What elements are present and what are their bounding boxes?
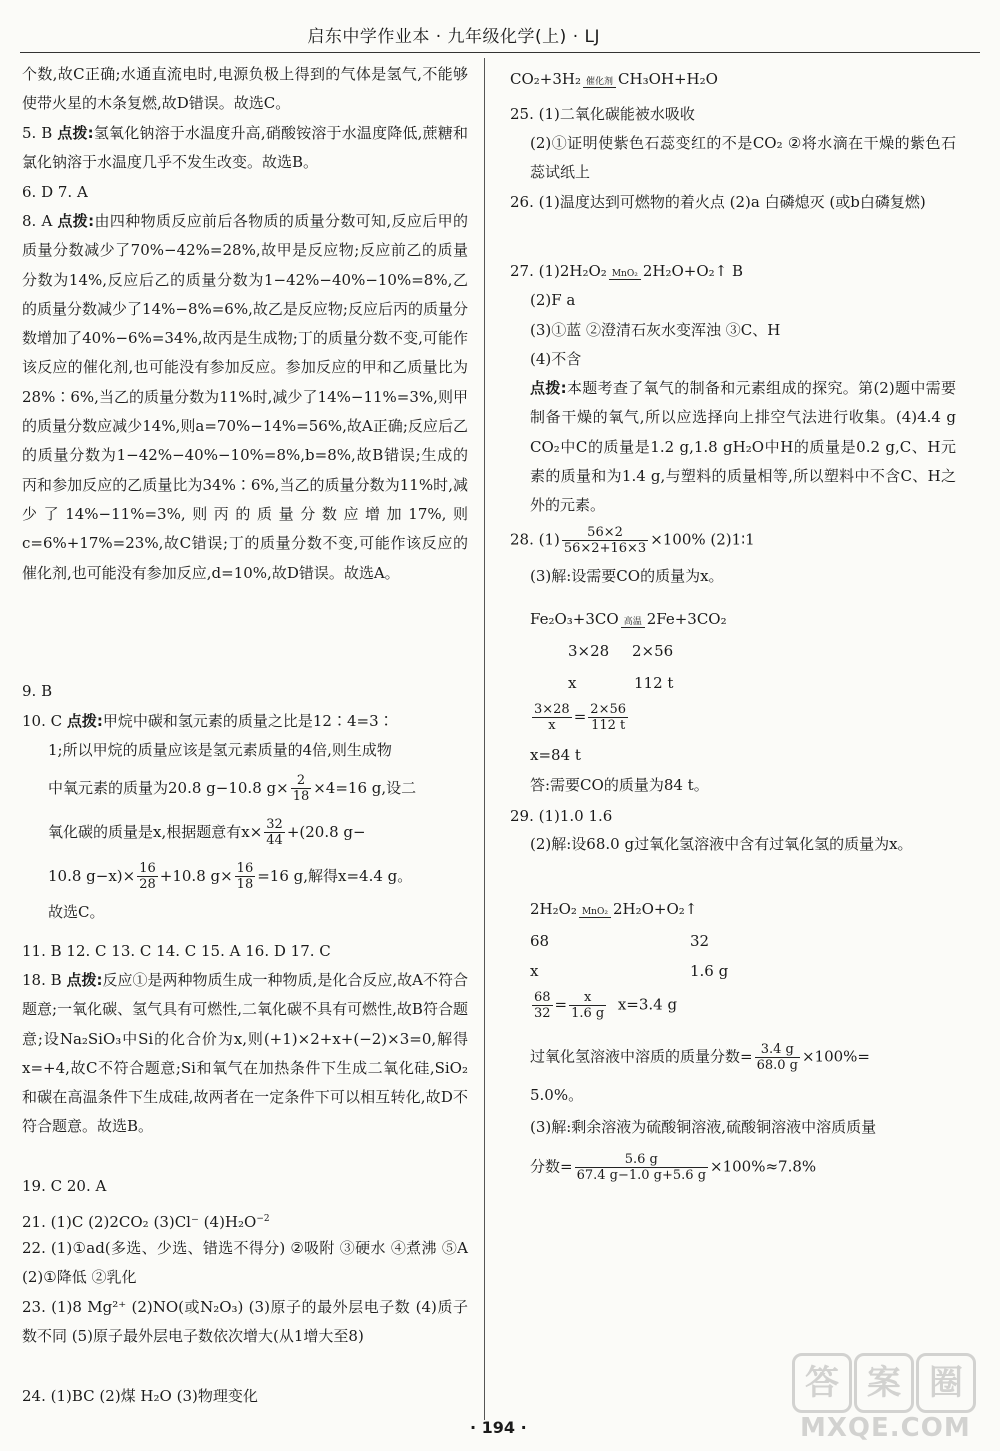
mass-value: x [568,674,577,692]
tip-label: 点拨: [57,124,94,142]
answer-10-text: ×4=16 g,设二 [313,778,417,797]
condition-text: MnO₂ [579,907,611,918]
answer-10-text: +10.8 g× [159,866,233,885]
fraction-denominator: 67.4 g−1.0 g+5.6 g [576,1168,707,1183]
fraction-denominator: 28 [139,877,156,893]
answer-18 [22,966,468,1142]
answer-28-3: (3)解:设需要CO的质量为x。 [530,567,724,585]
answer-28-conclusion: 答:需要CO的质量为84 t。 [530,776,709,794]
equation-24 [510,68,718,90]
fraction-numerator: 3×28 [534,702,570,717]
fraction [562,525,648,556]
answer-29-x: x=3.4 g [617,995,678,1014]
fraction-numerator: 16 [139,861,156,877]
question-number: 10. C [22,712,63,730]
watermark-logo [792,1353,982,1443]
answer-21 [22,1205,468,1237]
reaction-condition [579,907,611,918]
watermark-char: 案 [854,1353,914,1413]
equation-reactants: CO₂+3H₂ [510,70,581,88]
fraction-denominator: 56×2+16×3 [563,541,647,556]
answer-22: 22. (1)①ad(多选、少选、错选不得分) ②吸附 ③硬水 ④煮沸 ⑤A (2)①降低 ②乳化 [22,1239,468,1287]
answer-10-text: 1;所以甲烷的质量应该是氢元素质量的4倍,则生成物 [48,741,392,760]
header-title: 启东中学作业本 · 九年级化学(上) · LJ [307,27,600,47]
answer-29-text: ×100%= [801,1047,871,1066]
fraction-denominator: 18 [236,877,254,893]
fraction-denominator: 1.6 g [571,1006,605,1021]
reaction-condition [609,269,641,280]
answer-27-3: (3)①蓝 ②澄清石灰水变浑浊 ③C、H [530,321,781,339]
answer-28-equation [530,608,727,630]
answer-6-7: 6. D 7. A [22,183,88,201]
condition-text: MnO₂ [609,269,641,280]
fraction [235,861,256,892]
reaction-condition [583,77,616,88]
answer-27-2: (2)F a [530,291,576,309]
page-header [20,0,980,53]
tip-label: 点拨: [57,212,95,230]
fraction-numerator: 2 [291,773,312,789]
fraction [588,702,628,733]
fraction-numerator: 16 [236,861,254,877]
fraction-denominator: 44 [266,833,283,849]
answer-27-tip-body: 本题考查了氧气的制备和元素组成的探究。第(2)题中需要制备干燥的氧气,所以应选择向上排空气法进行收集。(4)4.4 g CO₂中C的质量是1.2 g,1.8 gH₂O中H的质量是0.2 g,C、H元素的质量和为1.4 g,与塑料的质量相等,所以塑料中不含C、H之外的元素。 [530,379,956,515]
answer-29-3: (3)解:剩余溶液为硫酸铜溶液,硫酸铜溶液中溶质质量 [530,1118,877,1136]
answer-10-line-5 [22,854,468,898]
mass-ratio: 32 [690,932,710,950]
answer-23: 23. (1)8 Mg²⁺ (2)NO(或N₂O₃) (3)原子的最外层电子数 (4)质子数不同 (5)原子最外层电子数依次增大(从1增大至8) [22,1298,468,1346]
answer-9: 9. B [22,682,53,700]
answer-29-text: 分数= [530,1157,573,1176]
question-number: 5. B [22,124,53,142]
fraction-numerator: x [569,990,606,1006]
mass-ratio: 2×56 [632,642,674,660]
answer-10-text: 中氧元素的质量为20.8 g−10.8 g× [48,778,289,797]
answer-27-tip [510,374,956,520]
mass-value: 1.6 g [690,962,729,980]
answer-25-2: (2)①证明使紫色石蕊变红的不是CO₂ ②将水滴在干燥的紫色石蕊试纸上 [530,134,956,182]
watermark-char: 答 [792,1353,852,1413]
answer-10-text: +(20.8 g− [286,822,366,841]
equation-products: 2Fe+3CO₂ [646,610,727,628]
answer-10-line-2 [22,736,468,765]
tip-label: 点拨: [66,971,103,989]
fraction-numerator: 5.6 g [575,1152,708,1168]
proportion: $\frac{3\times 28}{x}$ = $\frac{2\times 56}{112 t}$ [534,702,627,733]
fraction-denominator: 18 [292,789,310,805]
reaction-condition [621,617,645,628]
fraction-numerator: 2×56 [590,702,627,717]
condition-text: 高温 [621,617,645,628]
answer-10 [22,707,468,927]
fraction [755,1042,800,1073]
condition-text: 催化剂 [583,77,616,88]
tip-label: 点拨: [66,712,103,730]
watermark-url: MXQE.COM [800,1413,971,1443]
fraction-numerator: 32 [266,817,283,833]
answer-27-1 [510,260,743,282]
answer-29-text: ×100%≈7.8% [710,1157,817,1176]
answer-10-line-4 [22,810,468,854]
answer-27-4: (4)不含 [530,350,582,368]
fraction-numerator: 3.4 g [755,1042,800,1058]
answer-10-line-1 [22,707,468,736]
answer-28-1 [510,525,755,556]
fraction-denominator: 32 [534,1006,551,1021]
fraction [264,817,285,848]
answer-24: 24. (1)BC (2)煤 H₂O (3)物理变化 [22,1387,258,1405]
fraction-denominator: 68.0 g [756,1058,798,1073]
fraction-numerator: 68 [534,990,551,1005]
question-number: 28. (1) [510,530,560,549]
answer-28-text: ×100% (2)1∶1 [650,530,755,549]
mass-ratio: 68 [530,932,550,950]
answer-10-line-6 [22,898,468,927]
fraction [532,990,553,1021]
answer-26: 26. (1)温度达到可燃物的着火点 (2)a 白磷熄灭 (或b白磷复燃) [510,193,926,211]
answer-29-1: 29. (1)1.0 1.6 [510,807,613,825]
equation-products: CH₃OH+H₂O [618,70,718,88]
fraction [575,1152,708,1183]
answer-28-x: x=84 t [530,746,581,764]
answer-10-text: 故选C。 [48,902,105,921]
page-number: · 194 · [470,1418,527,1437]
answer-4-tail: 个数,故C正确;水通直流电时,电源负极上得到的气体是氢气,不能够使带火星的木条复燃,故D错误。故选C。 [22,65,468,113]
answer-29-equation [530,898,697,920]
watermark-char: 圈 [916,1353,976,1413]
answer-11-17: 11. B 12. C 13. C 14. C 15. A 16. D 17. C [22,942,331,960]
fraction-denominator: x [548,718,556,733]
question-number: 18. B [22,971,62,989]
answer-8-body: 由四种物质反应前后各物质的质量分数可知,反应后甲的质量分数减少了70%−42%=28%,故甲是反应物;反应前乙的质量分数为14%,反应后乙的质量分数为1−42%−40%−10%=8%,乙的质量分数减少了14%−8%=6%,故乙是反应物;反应后丙的质量分数增加了40%−6%=34%,故丙是生成物;丁的质量分数不变,可能作该反应的催化剂,也可能没有参加反应。参加反应的甲和乙质量比为28%∶6%,当乙的质量分数为11%时,减少了14%−11%=3%,则甲的质量分数应减少14%,则a=70%−14%=56%,故A正确;反应后乙的质量分数为1−42%−40%−10%=8%,b=8%,故B错误;生成的丙和参加反应的乙质量比为34%∶6%,当乙的质量分数为11%时,减少了14%−11%=3%,则丙的质量分数应增加17%,则c=6%+17%=23%,故C错误;丁的质量分数不变,可能作该反应的催化剂,也可能没有参加反应,d=10%,故D错误。故选A。 [22,212,468,582]
fraction-numerator: 56×2 [562,525,648,541]
proportion: $\frac{68}{32}$ = $\frac{x}{1.6 g}$ x=3.4 g [534,990,678,1021]
answer-10-text: 10.8 g−x)× [48,866,136,885]
equation-reactants: Fe₂O₃+3CO [530,610,619,628]
equation-products: 2H₂O+O₂↑ [612,900,698,918]
fraction [532,702,572,733]
answer-19-20: 19. C 20. A [22,1177,107,1195]
question-number: 8. A [22,212,53,230]
answer-10-line-3 [22,766,468,810]
fraction [291,773,312,804]
answer-29-result: 5.0%。 [530,1086,584,1104]
mass-ratio: 3×28 [568,642,610,660]
answer-21-text: 21. (1)C (2)2CO₂ (3)Cl⁻ (4)H₂O [22,1213,257,1231]
answer-5-body: 氢氧化钠溶于水温度升高,硝酸铵溶于水温度降低,蔗糖和氯化钠溶于水温度几乎不发生改变。故选B。 [22,124,469,172]
answer-8 [22,207,468,588]
answer-25: 25. (1)二氧化碳能被水吸收 [510,105,695,123]
column-divider [484,58,485,1420]
answer-5 [22,119,468,178]
fraction [569,990,606,1021]
tip-label: 点拨: [530,379,567,397]
mass-value: x [530,962,539,980]
answer-29-3-formula [530,1152,816,1183]
answer-10-text: =16 g,解得x=4.4 g。 [257,866,413,885]
answer-10-text: 氧化碳的质量是x,根据题意有x× [48,822,263,841]
fraction-denominator: 112 t [591,718,626,733]
answer-29-mass-fraction [530,1042,870,1073]
answer-10-text: 甲烷中碳和氢元素的质量之比是12∶4=3∶ [102,712,394,730]
fraction [137,861,158,892]
equation-products: 2H₂O+O₂↑ B [642,262,744,280]
answer-18-body: 反应①是两种物质生成一种物质,是化合反应,故A不符合题意;一氧化碳、氢气具有可燃性,二氧化碳不具有可燃性,故B符合题意;设Na₂SiO₃中Si的化合价为x,则(+1)×2+x+(−2)×3=0,解得x=+4,故C不符合题意;Si和氧气在加热条件下生成二氧化硅,SiO₂和碳在高温条件下生成硅,故两者在一定条件下可以相互转化,故D不符合题意。故选B。 [22,971,468,1136]
answer-29-2: (2)解:设68.0 g过氧化氢溶液中含有过氧化氢的质量为x。 [530,835,913,853]
equation-reactants: 2H₂O₂ [530,900,577,918]
mass-value: 112 t [634,674,674,692]
answer-29-text: 过氧化氢溶液中溶质的质量分数= [530,1047,753,1066]
valence-superscript: −2 [256,1214,270,1224]
equation-reactants: 27. (1)2H₂O₂ [510,262,607,280]
